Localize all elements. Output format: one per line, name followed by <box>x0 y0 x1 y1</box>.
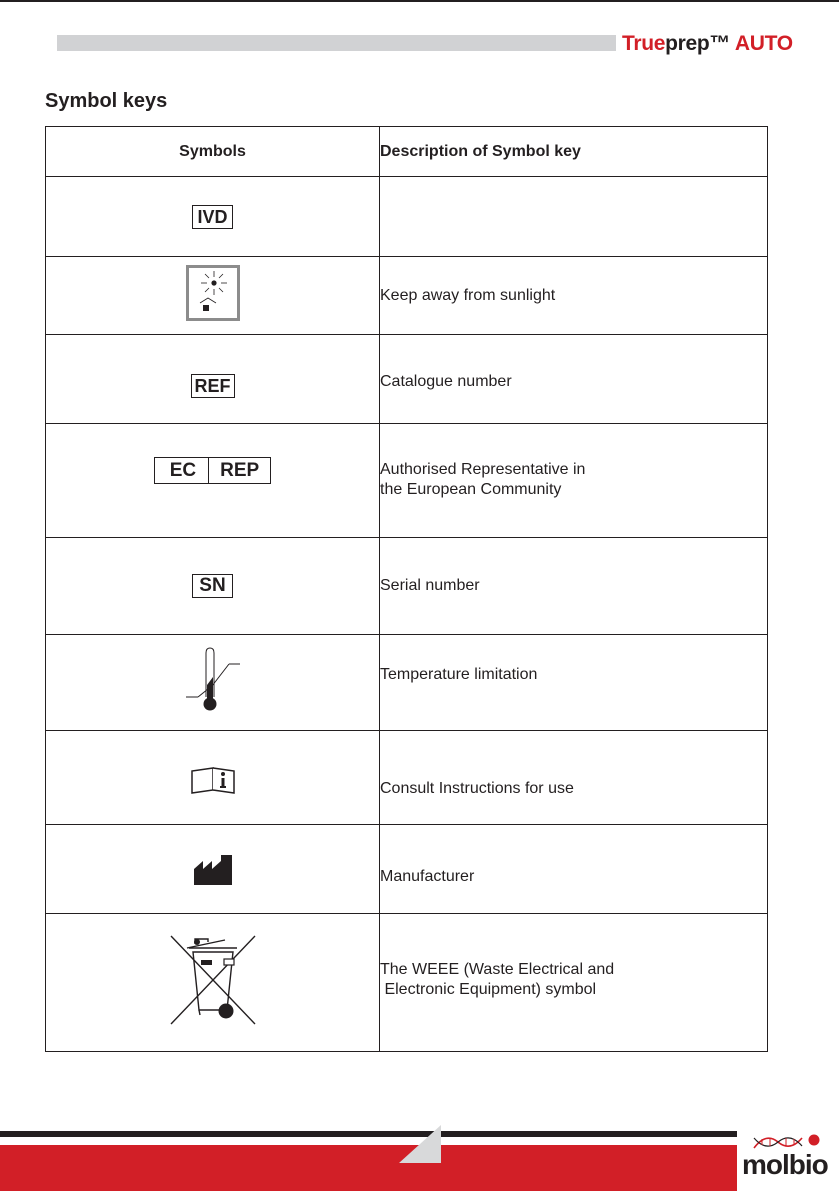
ivd-icon: IVD <box>192 205 232 229</box>
symbol-cell <box>46 424 380 538</box>
description-text: Serial number <box>380 577 480 594</box>
sn-icon: SN <box>192 574 232 598</box>
symbol-cell <box>46 635 380 731</box>
keep-away-from-sunlight-icon <box>186 265 240 321</box>
brand-part-true: True <box>622 32 666 55</box>
consult-instructions-icon <box>190 766 236 796</box>
description-text: Catalogue number <box>380 373 512 390</box>
ec-rep-icon <box>154 457 271 484</box>
symbol-cell <box>46 538 380 635</box>
product-brand <box>622 32 793 56</box>
column-header-description: Description of Symbol key <box>380 127 768 177</box>
description-text-line-2: Electronic Equipment) symbol <box>380 981 597 998</box>
logo-text: molbio <box>742 1149 828 1180</box>
brand-part-auto: AUTO <box>730 32 793 55</box>
symbol-keys-table <box>45 126 768 1052</box>
page-title: Symbol keys <box>45 90 168 112</box>
header-grey-bar <box>57 35 616 51</box>
table-row <box>46 257 768 335</box>
table-row <box>46 177 768 257</box>
weee-crossed-bin-icon <box>167 932 259 1028</box>
footer-page-tab-icon <box>395 1121 445 1167</box>
ref-icon: REF <box>191 374 235 398</box>
table-row <box>46 424 768 538</box>
rep-label: REP <box>220 460 260 481</box>
manufacturer-icon <box>193 855 233 885</box>
description-text-line-1: Authorised Representative in <box>380 461 586 478</box>
ec-label: EC <box>155 458 209 483</box>
description-text: Temperature limitation <box>380 666 538 683</box>
description-text-line-2: the European Community <box>380 481 562 498</box>
table-row <box>46 635 768 731</box>
brand-part-prep: prep™ <box>665 32 731 55</box>
description-cell <box>380 731 768 825</box>
description-text: Manufacturer <box>380 868 475 885</box>
description-cell <box>380 335 768 424</box>
footer-black-bar <box>0 1131 737 1137</box>
symbol-cell <box>46 177 380 257</box>
table-row <box>46 538 768 635</box>
table-row <box>46 914 768 1052</box>
symbol-cell <box>46 914 380 1052</box>
symbol-cell <box>46 335 380 424</box>
description-text: Keep away from sunlight <box>380 286 556 304</box>
column-header-symbols: Symbols <box>46 127 380 177</box>
description-cell <box>380 538 768 635</box>
description-cell <box>380 177 768 257</box>
description-cell <box>380 914 768 1052</box>
table-row <box>46 731 768 825</box>
symbol-cell <box>46 257 380 335</box>
description-text-line-1: The WEEE (Waste Electrical and <box>380 961 615 978</box>
molbio-logo <box>742 1130 834 1188</box>
symbol-cell <box>46 731 380 825</box>
description-cell <box>380 635 768 731</box>
description-cell <box>380 424 768 538</box>
description-text: Consult Instructions for use <box>380 779 574 797</box>
description-cell <box>380 825 768 914</box>
table-row <box>46 335 768 424</box>
table-header-row <box>46 127 768 177</box>
footer-red-bar <box>0 1145 737 1191</box>
description-cell <box>380 257 768 335</box>
thermometer-icon <box>180 645 246 715</box>
symbol-cell <box>46 825 380 914</box>
table-row <box>46 825 768 914</box>
top-rule <box>0 0 839 2</box>
